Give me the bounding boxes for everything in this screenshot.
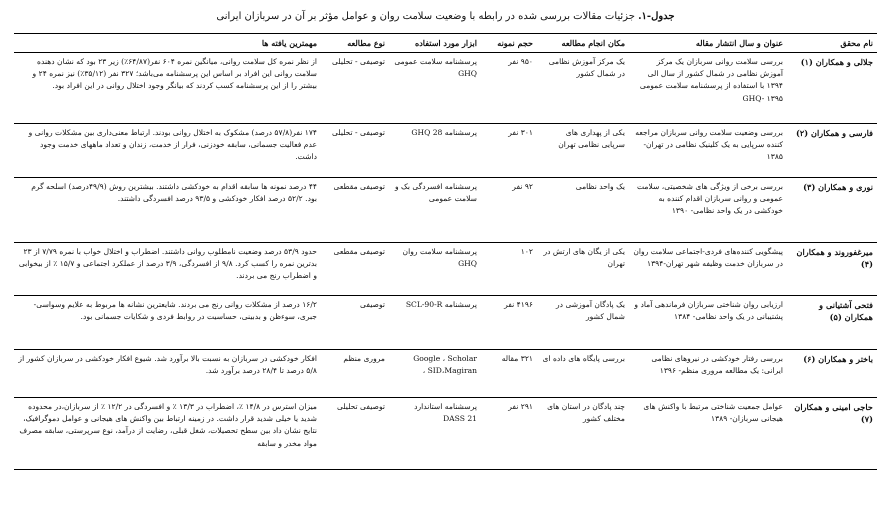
cell-title: ارزیابی روان شناختی سربازان فرماندهی آماد و پشتیبانی در یک واحد نظامی- ۱۳۸۴ bbox=[629, 296, 787, 350]
cell-findings: افکار خودکشی در سربازان به نسبت بالا برآورد شد. شیوع افکار خودکشی در سربازان کشور از ۵/۸ درصد تا ۲۸/۴ درصد برآورد شد. bbox=[14, 350, 321, 398]
cell-tool: پرسشنامه GHQ 28 bbox=[389, 124, 481, 178]
cell-title: پیشگویی کننده‌های فردی-اجتماعی سلامت روان در سربازان خدمت وظیفه شهر تهران-۱۳۹۴ bbox=[629, 243, 787, 296]
caption-label: جدول-۱. bbox=[638, 11, 675, 22]
cell-title: عوامل جمعیت شناختی مرتبط با واکنش های هیجانی سربازان- ۱۳۸۹ bbox=[629, 398, 787, 470]
cell-title: بررسی رفتار خودکشی در نیروهای نظامی ایرانی: یک مطالعه مروری منظم- ۱۳۹۶ bbox=[629, 350, 787, 398]
cell-sample: ۳۰۱ نفر bbox=[481, 124, 537, 178]
table-row bbox=[14, 296, 877, 350]
cell-findings: میزان استرس در ۱۴/۸ ٪، اضطراب در ۱۳/۳ ٪ و افسردگی در ۱۲/۲ ٪ از سربازان،در محدوده شدید یا خیلی شدید قرار داشت. در زمینه ارتباط بین واکنش های هیجانی و عوامل دموگرافیک، نتایج نشان داد بین سطح تحصیلات، شغل قبلی، رضایت از درآمد، نوع سرپرستی، سابقه مصرف مواد مخدر و سابقه bbox=[14, 398, 321, 470]
table-row bbox=[14, 53, 877, 124]
header-author: نام محقق bbox=[787, 34, 877, 53]
cell-type: توصیفی مقطعی bbox=[321, 178, 389, 243]
cell-title: بررسی برخی از ویژگی های شخصیتی، سلامت عمومی و روانی سربازان اقدام کننده به خودکشی در یک واحد نظامی- ۱۳۹۰ bbox=[629, 178, 787, 243]
cell-author: جلالی و همکاران (۱) bbox=[787, 53, 877, 124]
cell-title: بررسی وضعیت سلامت روانی سربازان مراجعه کننده سرپایی به یک کلینیک نظامی در تهران- ۱۳۸۵ bbox=[629, 124, 787, 178]
cell-type: توصیفی مقطعی bbox=[321, 243, 389, 296]
cell-findings: از نظر نمره کل سلامت روانی، میانگین نمره ۶۰۴ نفر(۶۴/۸۷٪) زیر ۲۳ بود که نشان دهنده سلامت روانی این افراد بر اساس این پرسشنامه می‌باشد؛ ۳۲۷ نفر (۳۵/۱۲٪) نیز نمره ۲۴ و بیشتر را از این پرسشنامه کسب کردند که بیانگر وجود اختلال روانی در این افراد بود. bbox=[14, 53, 321, 124]
cell-title: بررسی سلامت روانی سربازان یک مرکز آموزش نظامی در شمال کشور از سال الی ۱۳۹۴ با استفاده از پرسشنامه سلامت عمومی GHQ- ۱۳۹۵ bbox=[629, 53, 787, 124]
table-row bbox=[14, 243, 877, 296]
header-type: نوع مطالعه bbox=[321, 34, 389, 53]
cell-findings: ۴۴ درصد نمونه ها سابقه اقدام به خودکشی داشتند. بیشترین روش (۴۹/۹درصد) اسلحه گرم بود. ۵۲/۲ درصد افکار خودکشی و ۹۳/۵ درصد افسردگی داشتند. bbox=[14, 178, 321, 243]
cell-author: میرغفوروند و همکاران (۴) bbox=[787, 243, 877, 296]
cell-author: نوری و همکاران (۳) bbox=[787, 178, 877, 243]
table-caption bbox=[0, 10, 891, 24]
cell-author: باختر و همکاران (۶) bbox=[787, 350, 877, 398]
cell-sample: ۹۵۰ نفر bbox=[481, 53, 537, 124]
cell-type: توصیفی - تحلیلی bbox=[321, 124, 389, 178]
cell-place: یک مرکز آموزش نظامی در شمال کشور bbox=[537, 53, 629, 124]
cell-author: فتحی آشتیانی و همکاران (۵) bbox=[787, 296, 877, 350]
cell-sample: ۲۹۱ نفر bbox=[481, 398, 537, 470]
cell-place: یکی از یگان های ارتش در تهران bbox=[537, 243, 629, 296]
cell-place: یکی از پهداری های سرپایی نظامی تهران bbox=[537, 124, 629, 178]
cell-tool: پرسشنامه سلامت روان GHQ bbox=[389, 243, 481, 296]
cell-type: توصیفی - تحلیلی bbox=[321, 53, 389, 124]
cell-sample: ۱۰۲ bbox=[481, 243, 537, 296]
table-row bbox=[14, 398, 877, 470]
cell-author: حاجی امینی و همکاران (۷) bbox=[787, 398, 877, 470]
cell-sample: ۴۱۹۶ نفر bbox=[481, 296, 537, 350]
cell-tool: پرسشنامه SCL-90-R bbox=[389, 296, 481, 350]
cell-findings: ۱۶/۲ درصد از مشکلات روانی رنج می بردند. شایعترین نشانه ها مربوط به علایم وسواسی-جبری، سوءظن و بدبینی، حساسیت در روابط فردی و شکایات جسمانی بود. bbox=[14, 296, 321, 350]
cell-place: یک واحد نظامی bbox=[537, 178, 629, 243]
cell-findings: حدود ۵۳/۹ درصد وضعیت نامطلوب روانی داشتند. اضطراب و اختلال خواب با نمره ۷/۷۹ از ۲۳ بدترین نمره را کسب کرد. ۹/۸ از افسردگی، ۳/۹ درصد از عملکرد اجتماعی و ۱۵/۷ ٪ از بیخوابی و اضطراب رنج می بردند. bbox=[14, 243, 321, 296]
cell-findings: ۱۷۴ نفر(۵۷/۸ درصد) مشکوک به اختلال روانی بودند. ارتباط معنی‌داری بین مشکلات روانی و عدم فعالیت جسمانی، سابقه خودزنی، فرار از خدمت، زندان و تعداد ماههای خدمت وجود داشت. bbox=[14, 124, 321, 178]
cell-tool: پرسشنامه افسردگی بک و سلامت عمومی bbox=[389, 178, 481, 243]
header-sample: حجم نمونه bbox=[481, 34, 537, 53]
cell-sample: ۳۲۱ مقاله bbox=[481, 350, 537, 398]
cell-tool: پرسشنامه سلامت عمومی GHQ bbox=[389, 53, 481, 124]
cell-type: توصیفی تحلیلی bbox=[321, 398, 389, 470]
cell-tool: Google ، Scholar SID،Magiran ، bbox=[389, 350, 481, 398]
header-tool: ابزار مورد استفاده bbox=[389, 34, 481, 53]
table-row bbox=[14, 124, 877, 178]
table-row bbox=[14, 350, 877, 398]
cell-tool: پرسشنامه استاندارد DASS 21 bbox=[389, 398, 481, 470]
header-findings: مهمترین یافته ها bbox=[14, 34, 321, 53]
table-header-row bbox=[14, 34, 877, 53]
cell-sample: ۹۲ نفر bbox=[481, 178, 537, 243]
cell-author: فارسی و همکاران (۲) bbox=[787, 124, 877, 178]
cell-type: مروری منظم bbox=[321, 350, 389, 398]
header-title: عنوان و سال انتشار مقاله bbox=[629, 34, 787, 53]
cell-place: بررسی پایگاه های داده ای bbox=[537, 350, 629, 398]
cell-place: یک پادگان آموزشی در شمال کشور bbox=[537, 296, 629, 350]
articles-table bbox=[14, 33, 877, 470]
header-place: مکان انجام مطالعه bbox=[537, 34, 629, 53]
cell-type: توصیفی bbox=[321, 296, 389, 350]
caption-text: جزئیات مقالات بررسی شده در رابطه با وضعیت سلامت روان و عوامل مؤثر بر آن در سربازان ایرانی bbox=[216, 11, 639, 22]
table-row bbox=[14, 178, 877, 243]
cell-place: چند پادگان در استان های مختلف کشور bbox=[537, 398, 629, 470]
